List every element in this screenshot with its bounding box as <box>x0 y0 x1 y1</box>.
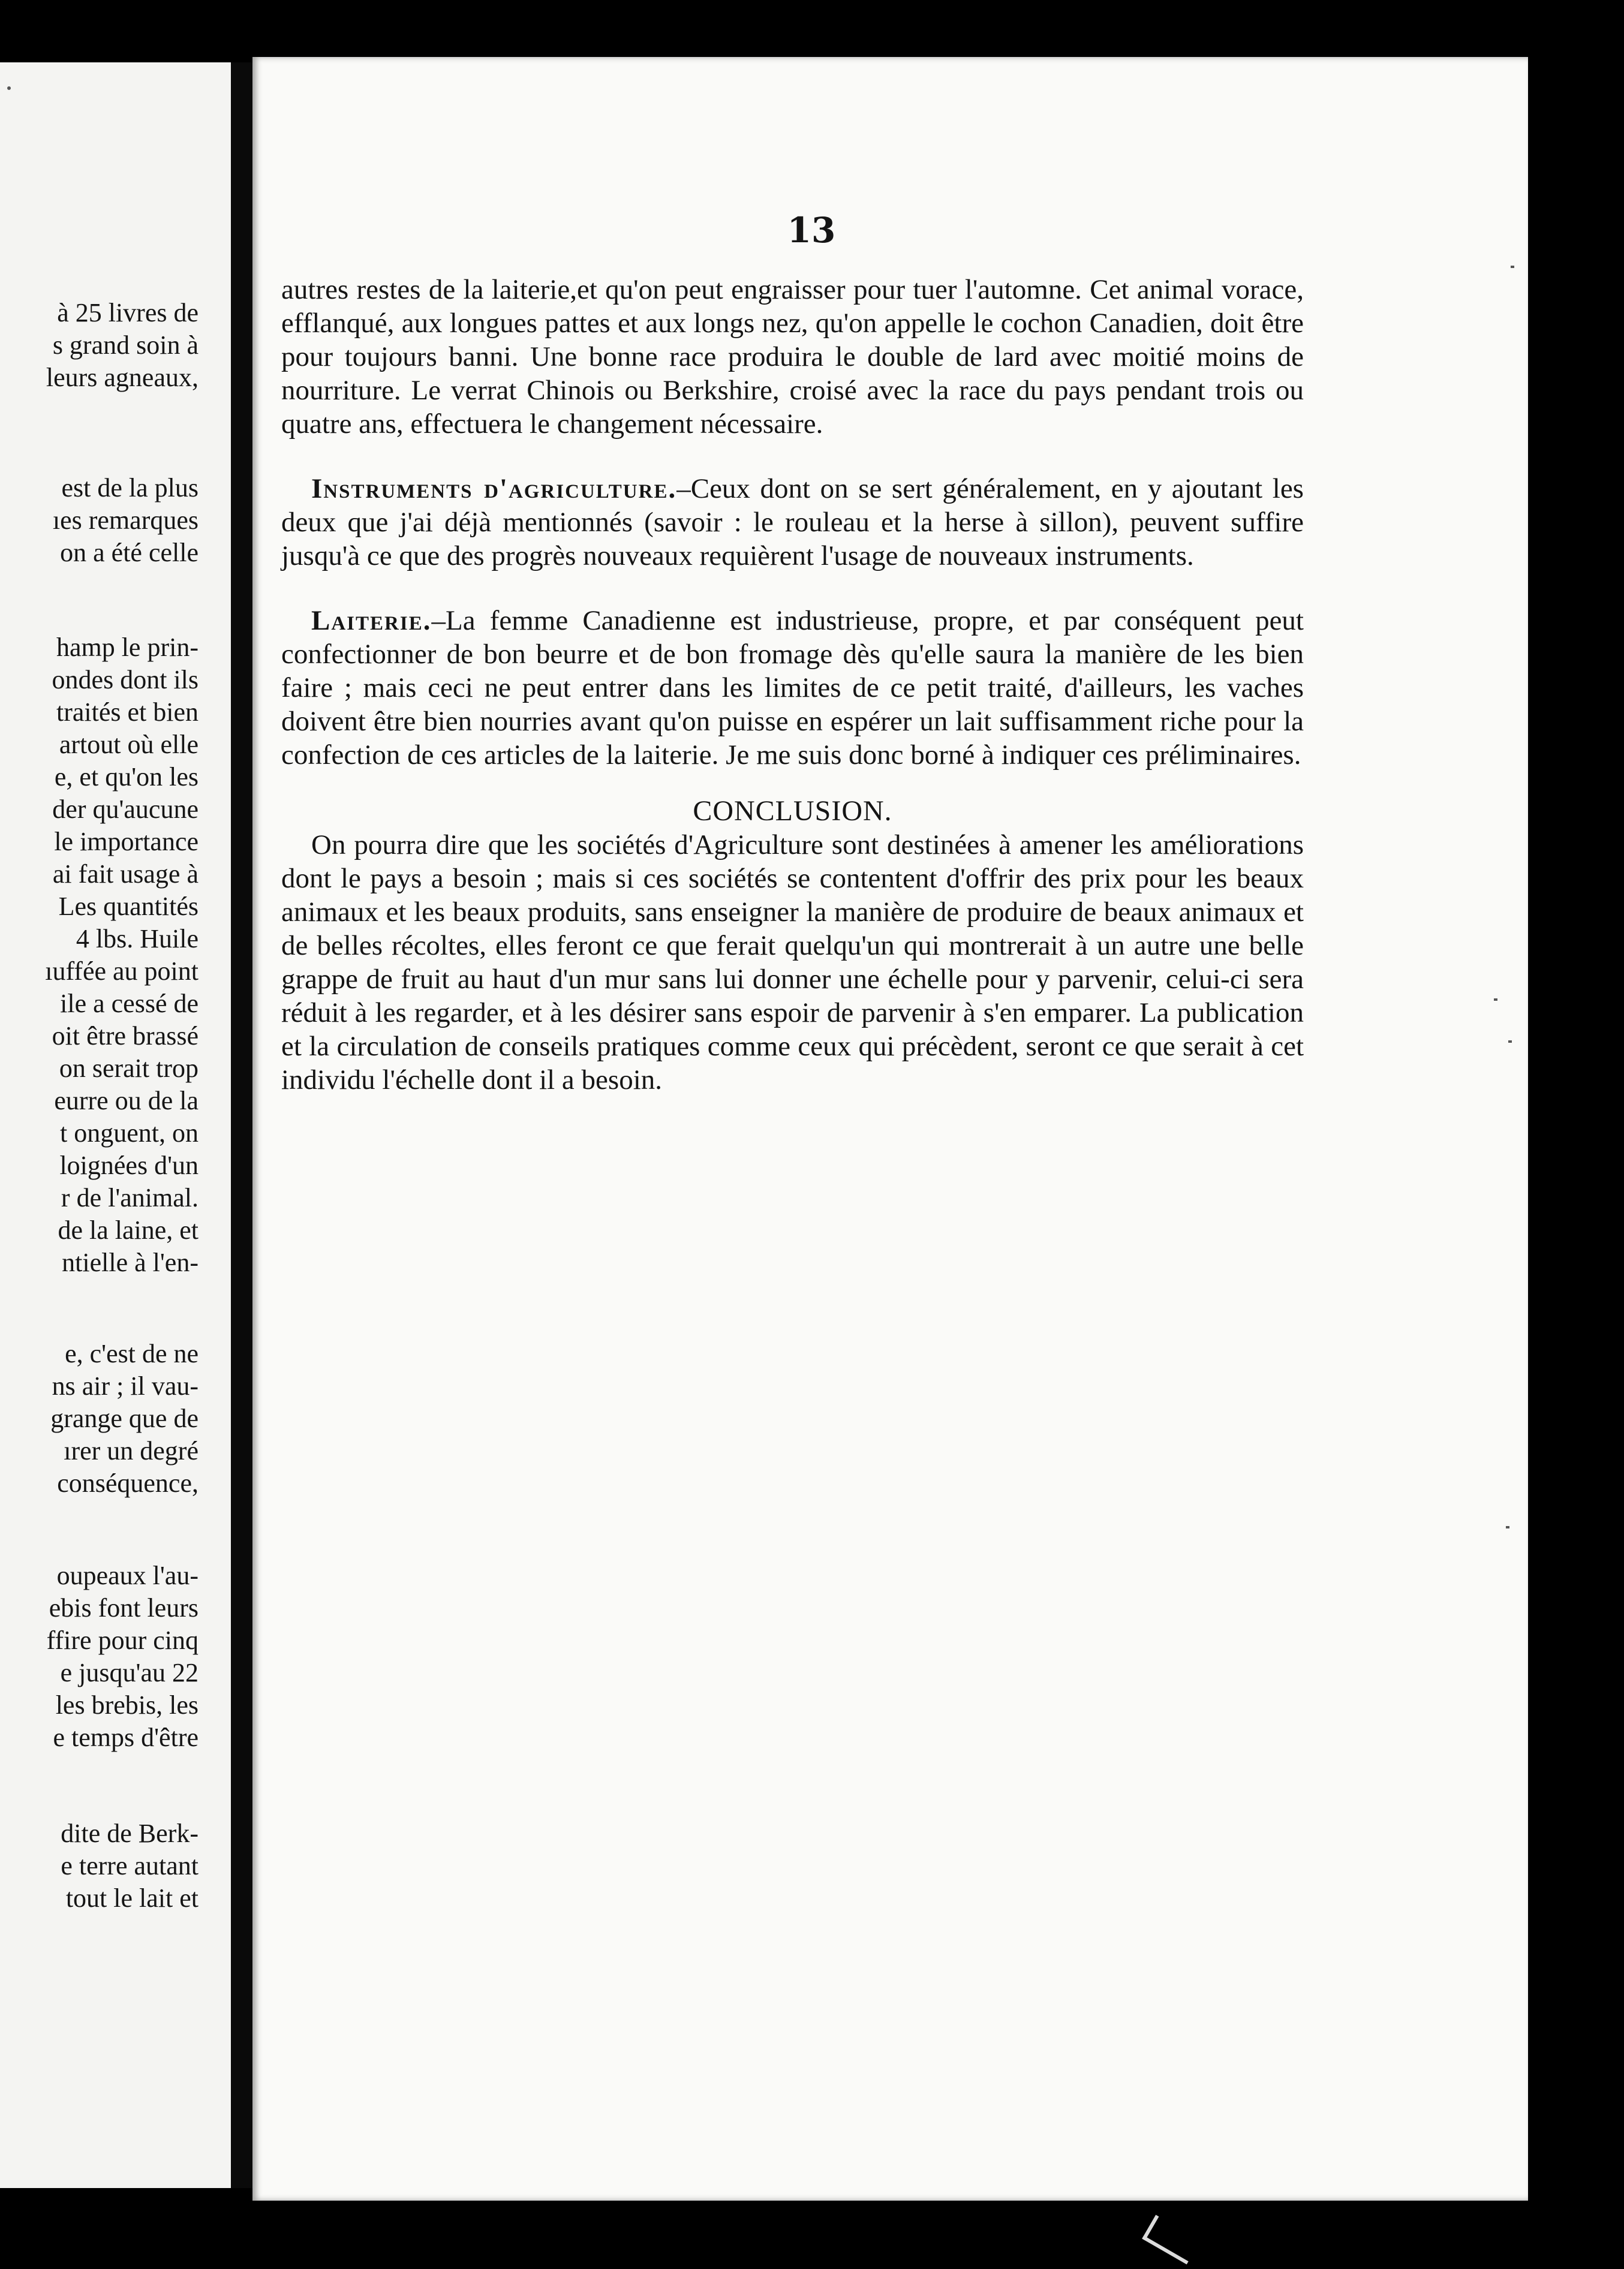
paragraph-conclusion: On pourra dire que les sociétés d'Agriculture sont destinées à amener les améliorations dont le pays a besoin ; mais si ces sociétés se contentent d'offrir des prix pour les beaux animaux et les beaux produits, sans enseigner la manière de produire de beaux animaux et de belles récoltes, elles feront ce que ferait quelqu'un qui montrerait à un autre une belle grappe de fruit au haut d'un mur sans lui donner une échelle pour y parvenir, celui-ci sera réduit à les regarder, et à les désirer sans espoir de parvenir à s'en emparer. La publication et la circulation de conseils pratiques comme ceux qui précèdent, seront ce que serait à cet individu l'échelle dont il a besoin. <box>281 829 1304 1096</box>
previous-page-line: ntielle à l'en- <box>62 1248 199 1277</box>
previous-page-line: on serait trop <box>59 1054 199 1083</box>
paragraph-laiterie <box>281 604 1304 772</box>
previous-page-line: les brebis, les <box>55 1690 199 1720</box>
previous-page-line: oit être brassé <box>52 1021 199 1051</box>
previous-page-line: e, c'est de ne <box>65 1339 199 1368</box>
previous-page-line: hamp le prin- <box>56 633 199 662</box>
previous-page-line: ns air ; il vau- <box>52 1371 199 1401</box>
scan-artifact <box>1142 2215 1200 2265</box>
previous-page-line: e terre autant <box>61 1851 199 1880</box>
previous-page-line: ai fait usage à <box>52 859 199 889</box>
speck <box>1511 266 1514 268</box>
previous-page-line: Les quantités <box>58 892 199 921</box>
laiterie-heading: Laiterie. <box>311 605 432 636</box>
previous-page-line: ebis font leurs <box>49 1593 199 1623</box>
previous-page-line: traités et bien <box>56 697 199 727</box>
previous-page-line: 4 lbs. Huile <box>76 924 199 953</box>
previous-page-line: le importance <box>54 827 199 856</box>
previous-page-line: est de la plus <box>61 473 199 502</box>
paragraph-instruments <box>281 472 1304 573</box>
previous-page-line: ile a cessé de <box>60 989 199 1018</box>
previous-page-line: ondes dont ils <box>52 665 199 694</box>
page-body <box>281 273 1304 1097</box>
previous-page <box>0 62 231 2188</box>
speck <box>7 86 11 90</box>
previous-page-line: ffire pour cinq <box>46 1626 199 1655</box>
previous-page-line: leurs agneaux, <box>46 363 199 392</box>
previous-page-line: r de l'animal. <box>61 1183 199 1212</box>
previous-page-line: à 25 livres de <box>57 298 199 327</box>
instruments-heading: Instruments d'agriculture. <box>311 473 677 504</box>
previous-page-line: e temps d'être <box>53 1723 199 1752</box>
previous-page-line: grange que de <box>50 1404 199 1433</box>
previous-page-line: conséquence, <box>57 1468 199 1498</box>
instruments-text: –Ceux dont on se sert généralement, en y ajoutant les deux que j'ai déjà mentionnés (savoir : le rouleau et la herse à sillon), peuvent suffire jusqu'à ce que des progrès nouveaux requièrent l'usage de nouveaux instruments. <box>281 473 1304 571</box>
previous-page-line: loignées d'un <box>59 1151 199 1180</box>
previous-page-line: oupeaux l'au- <box>56 1561 199 1590</box>
previous-page-line: ırer un degré <box>64 1436 199 1465</box>
current-page <box>252 57 1528 2201</box>
previous-page-line: der qu'aucune <box>52 795 199 824</box>
previous-page-line: ıes remarques <box>52 505 199 535</box>
previous-page-line: eurre ou de la <box>54 1086 199 1115</box>
previous-page-line: de la laine, et <box>58 1215 199 1245</box>
speck <box>1506 1526 1509 1528</box>
previous-page-line: artout où elle <box>59 730 199 759</box>
conclusion-heading: CONCLUSION. <box>693 795 892 827</box>
previous-page-line: on a été celle <box>60 538 199 567</box>
laiterie-text: –La femme Canadienne est industrieuse, propre, et par conséquent peut confectionner de bon beurre et de bon fromage dès qu'elle saura la manière de les bien faire ; mais ceci ne peut entrer dans les limites de ce petit traité, d'ailleurs, les vaches doivent être bien nourries avant qu'on puisse en espérer un lait suffisamment riche pour la confection de ces articles de la laiterie. Je me suis donc borné à indiquer ces préliminaires. <box>281 605 1304 771</box>
speck <box>1508 1040 1512 1043</box>
previous-page-line: e jusqu'au 22 <box>60 1658 199 1687</box>
previous-page-line: s grand soin à <box>52 330 199 360</box>
speck <box>1494 998 1497 1001</box>
page-number: 13 <box>787 210 836 251</box>
paragraph-pigs: autres restes de la laiterie,et qu'on peut engraisser pour tuer l'automne. Cet animal vorace, efflanqué, aux longues pattes et aux longs nez, qu'on appelle le cochon Canadien, doit être pour toujours banni. Une bonne race produira le double de lard avec moitié moins de nourriture. Le verrat Chinois ou Berkshire, croisé avec la race du pays pendant trois ou quatre ans, effectuera le changement nécessaire. <box>281 274 1304 440</box>
previous-page-line: tout le lait et <box>65 1883 199 1913</box>
previous-page-line: t onguent, on <box>60 1118 199 1148</box>
previous-page-line: dite de Berk- <box>61 1819 199 1848</box>
previous-page-line: e, et qu'on les <box>54 762 199 792</box>
book-gutter <box>231 62 252 2188</box>
previous-page-line: ıuffée au point <box>45 956 199 986</box>
